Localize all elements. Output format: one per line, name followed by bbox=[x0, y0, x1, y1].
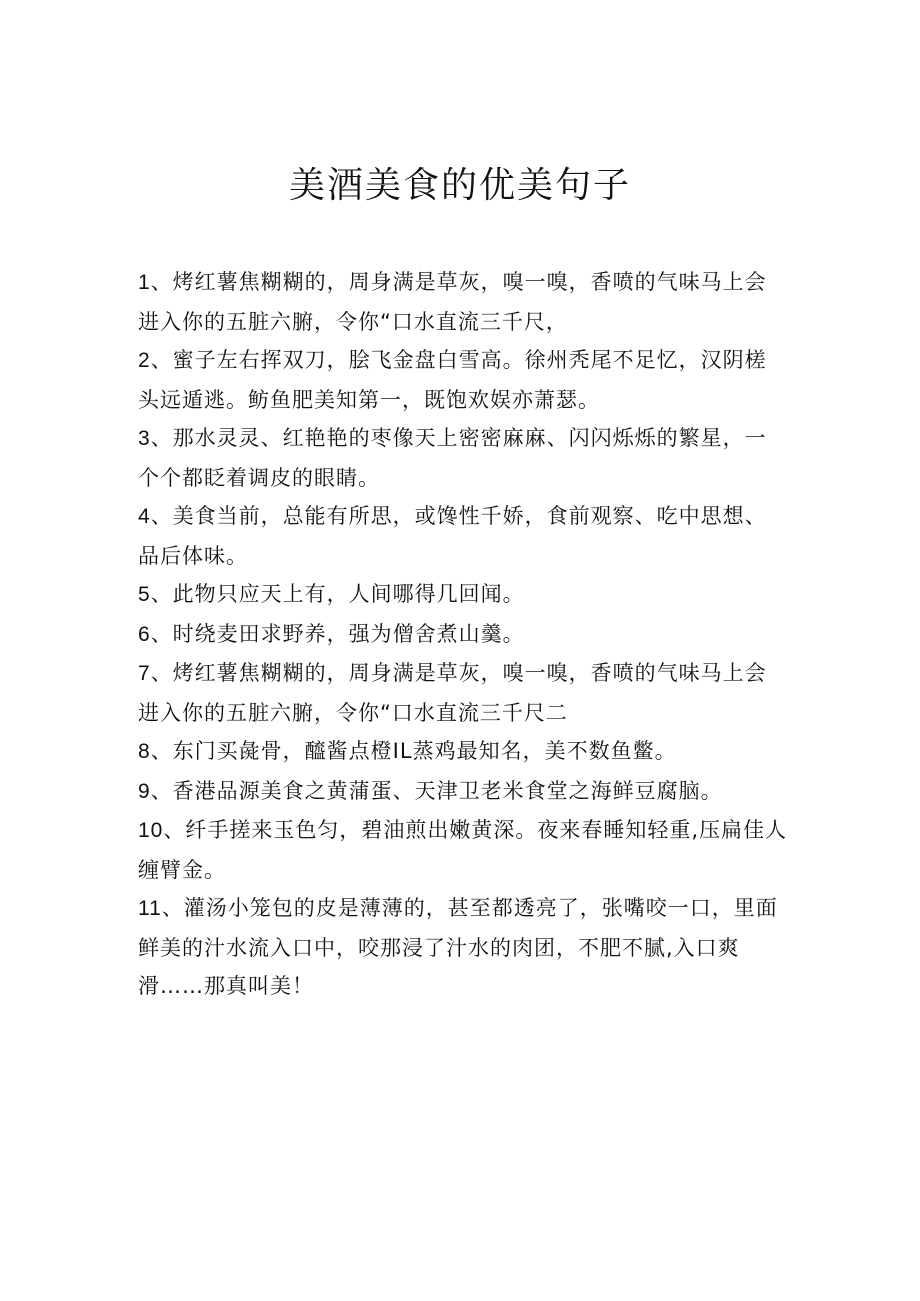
item-text: 、美食当前，总能有所思，或馋性千娇，食前观察、吃中思想、品后体味。 bbox=[138, 504, 767, 568]
sentence-item bbox=[138, 263, 788, 341]
sentence-item bbox=[138, 497, 788, 575]
item-text: 、此物只应天上有，人间哪得几回闻。 bbox=[150, 582, 525, 606]
item-number: 2 bbox=[138, 349, 151, 372]
sentence-item bbox=[138, 615, 788, 655]
sentence-item bbox=[138, 654, 788, 732]
item-number: 11 bbox=[138, 897, 162, 920]
item-text: 、那水灵灵、红艳艳的枣像天上密密麻麻、闪闪烁烁的繁星，一个个都眨着调皮的眼睛。 bbox=[138, 426, 767, 490]
item-number: 3 bbox=[138, 427, 151, 450]
item-number: 9 bbox=[138, 779, 151, 803]
item-text: 、蜜子左右挥双刀，脍飞金盘白雪高。徐州秃尾不足忆，汉阴槎头远遁逃。鲂鱼肥美知第一，既饱欢娱亦萧瑟。 bbox=[138, 348, 767, 412]
sentence-item bbox=[138, 341, 788, 419]
sentence-item bbox=[138, 419, 788, 497]
item-number: 5 bbox=[138, 583, 151, 606]
document-title: 美酒美食的优美句子 bbox=[288, 165, 631, 206]
sentence-item bbox=[138, 732, 788, 772]
item-text: 、香港品源美食之黄蒲蛋、天津卫老米食堂之海鲜豆腐脑。 bbox=[150, 778, 723, 803]
item-text: 、烤红薯焦糊糊的，周身满是草灰，嗅一嗅，香喷的气味马上会进入你的五脏六腑，令你“口水直流三千尺， bbox=[138, 270, 767, 334]
item-number: 10 bbox=[138, 819, 164, 842]
sentence-item bbox=[138, 811, 788, 889]
item-number: 4 bbox=[138, 505, 151, 528]
sentence-list bbox=[138, 263, 788, 1006]
sentence-item bbox=[138, 889, 788, 1006]
item-text: 、灌汤小笼包的皮是薄薄的，甚至都透亮了，张嘴咬一口，里面鲜美的汁水流入口中，咬那浸了汁水的肉团，不肥不腻,入口爽滑……那真叫美！ bbox=[138, 896, 778, 998]
sentence-item bbox=[138, 772, 788, 812]
sentence-item bbox=[138, 575, 788, 615]
item-text: 、东门买彘骨，醯酱点橙IL蒸鸡最知名，美不数鱼鳖。 bbox=[150, 739, 677, 763]
item-number: 1 bbox=[138, 271, 151, 294]
item-number: 7 bbox=[138, 662, 151, 685]
item-text: 、时绕麦田求野养，强为僧舍煮山羹。 bbox=[150, 621, 525, 646]
item-number: 8 bbox=[138, 740, 151, 763]
item-text: 、纤手搓来玉色匀，碧油煎出嫩黄深。夜来春睡知轻重,压扁佳人缠臂金。 bbox=[138, 818, 788, 882]
item-number: 6 bbox=[138, 622, 151, 646]
item-text: 、烤红薯焦糊糊的，周身满是草灰，嗅一嗅，香喷的气味马上会进入你的五脏六腑，令你“口水直流三千尺二 bbox=[138, 661, 767, 725]
